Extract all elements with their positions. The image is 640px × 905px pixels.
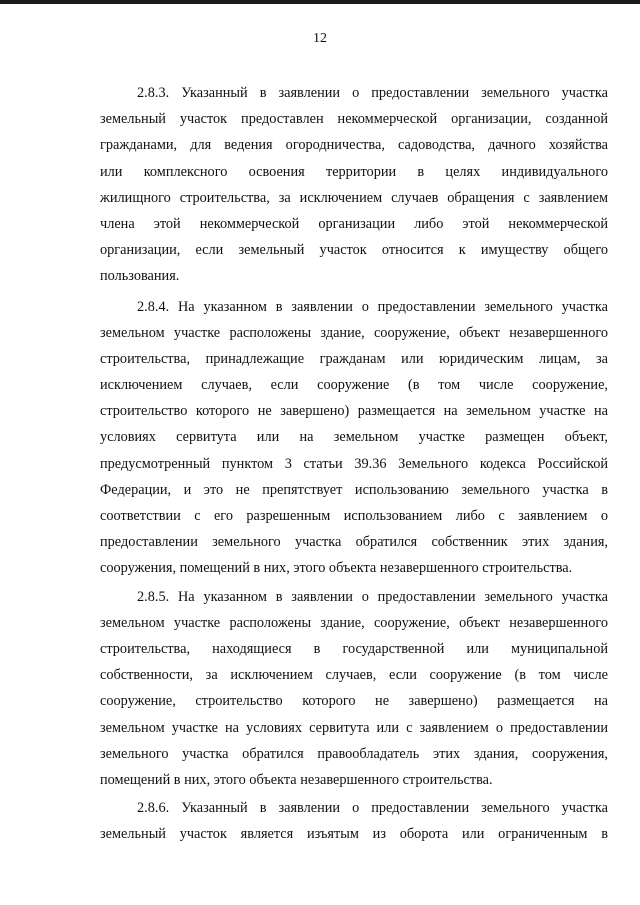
text-line: 2.8.6. Указанный в заявлении о предоставлении земельного участка xyxy=(137,800,608,817)
text-line: или комплексного освоения территории в целях индивидуального xyxy=(100,163,608,180)
paragraph-2-8-5 xyxy=(100,584,608,794)
text-line: сооружение, строительство которого не завершено) размещается на xyxy=(100,693,608,710)
text-line: условиях сервитута или на земельном участке размещен объект, xyxy=(100,429,608,446)
text-line: земельный участок предоставлен некоммерческой организации, созданной xyxy=(100,111,608,128)
text-line: исключением случаев, если сооружение (в том числе сооружение, xyxy=(100,377,608,394)
text-line: помещений в них, этого объекта незавершенного строительства. xyxy=(100,771,493,788)
text-line: строительство которого не завершено) размещается на земельном участке на xyxy=(100,403,608,420)
text-line: земельном участке расположены здание, сооружение, объект незавершенного xyxy=(100,324,608,341)
text-line: члена этой некоммерческой организации либо этой некоммерческой xyxy=(100,215,608,232)
text-line: земельный участок является изъятым из оборота или ограниченным в xyxy=(100,826,608,843)
text-line: жилищного строительства, за исключением случаев обращения с заявлением xyxy=(100,189,608,206)
text-line: предоставлении земельного участка обратился собственник этих здания, xyxy=(100,534,608,551)
page-number: 12 xyxy=(313,31,327,46)
text-line: 2.8.4. На указанном в заявлении о предоставлении земельного участка xyxy=(137,298,608,315)
text-line: сооружения, помещений в них, этого объекта незавершенного строительства. xyxy=(100,560,573,577)
text-line: земельном участке на условиях сервитута или с заявлением о предоставлении xyxy=(100,719,608,736)
text-line: собственности, за исключением случаев, если сооружение (в том числе xyxy=(100,667,608,684)
text-line: земельного участка обратился правообладатель этих здания, сооружения, xyxy=(100,745,608,762)
text-line: 2.8.5. На указанном в заявлении о предоставлении земельного участка xyxy=(137,588,608,605)
paragraph-2-8-3 xyxy=(100,80,608,290)
document-body xyxy=(100,80,608,847)
text-line: 2.8.3. Указанный в заявлении о предоставлении земельного участка xyxy=(137,85,608,101)
text-line: соответствии с его разрешенным использованием либо с заявлением о xyxy=(100,508,608,524)
text-line: гражданами, для ведения огородничества, садоводства, дачного хозяйства xyxy=(100,137,608,154)
top-border-rule xyxy=(0,0,640,4)
paragraph-2-8-6 xyxy=(100,795,608,847)
text-line: земельном участке расположены здание, сооружение, объект незавершенного xyxy=(100,614,608,631)
text-line: пользования. xyxy=(100,268,180,285)
paragraph-2-8-4 xyxy=(100,294,608,582)
text-line: Федерации, и это не препятствует использованию земельного участка в xyxy=(100,481,608,498)
text-line: организации, если земельный участок относится к имуществу общего xyxy=(100,242,608,259)
text-line: предусмотренный пунктом 3 статьи 39.36 Земельного кодекса Российской xyxy=(100,455,608,472)
text-line: строительства, находящиеся в государственной или муниципальной xyxy=(100,640,608,657)
text-line: строительства, принадлежащие гражданам или юридическим лицам, за xyxy=(100,350,608,367)
